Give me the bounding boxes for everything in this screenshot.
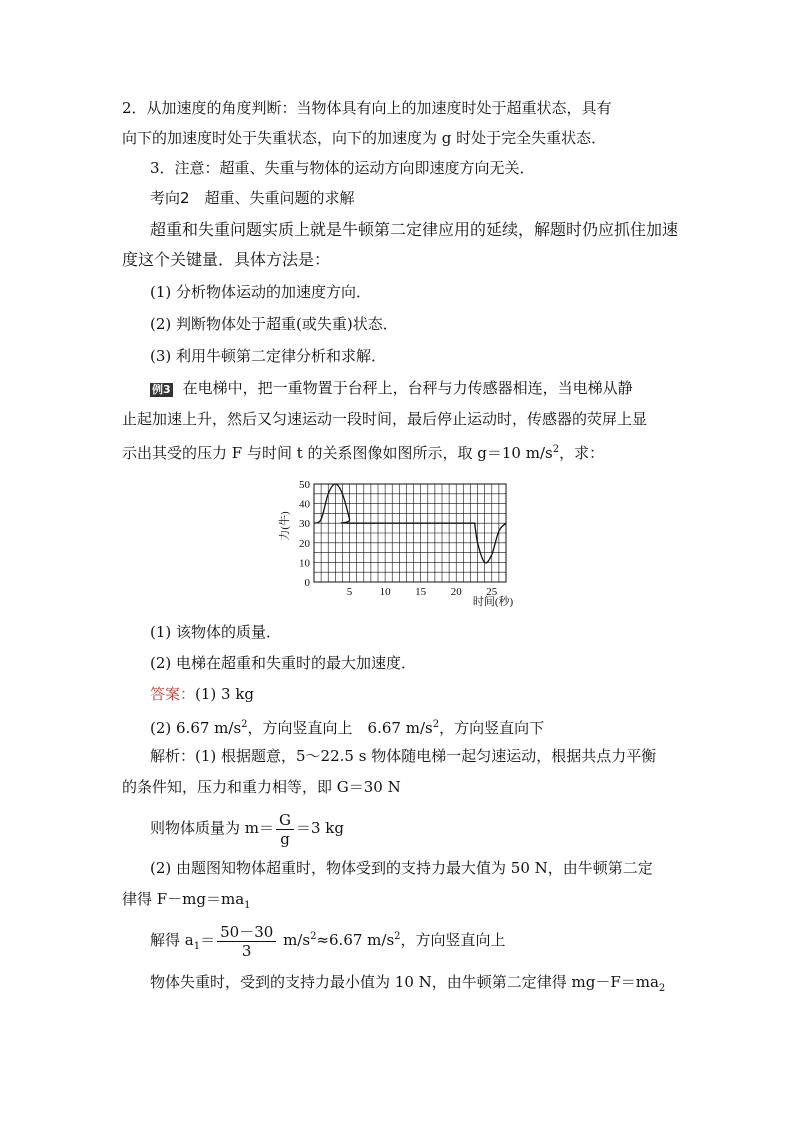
x-tick-label: 25: [486, 586, 498, 598]
fraction-g: [276, 811, 294, 848]
answer-line-1: [150, 684, 254, 704]
example-line-1: [150, 378, 633, 398]
answer-label: 答案：: [150, 685, 196, 703]
chart-grid: [314, 484, 506, 582]
solution-6c: ≈6.67 m/s: [316, 931, 395, 949]
x-tick-label: 15: [415, 586, 427, 598]
line-3: 3．注意：超重、失重与物体的运动方向即速度方向无关．: [150, 159, 535, 177]
solution-line-6: [150, 917, 506, 967]
equals: ＝: [200, 931, 216, 949]
force-time-chart: [278, 476, 518, 610]
x-tick-label: 10: [379, 586, 391, 598]
fraction-numerator: G: [276, 811, 294, 830]
x-tick-label: 20: [450, 586, 462, 598]
question-1: (1) 该物体的质量．: [150, 623, 282, 641]
solution-line-3: [150, 808, 344, 848]
x-axis-label: 时间(秒): [472, 596, 514, 608]
y-tick-label: 50: [299, 479, 310, 491]
example-text-3b: ，求：: [559, 444, 605, 462]
answer-1: (1) 3 kg: [195, 685, 255, 703]
y-axis-label: 力(牛): [279, 511, 291, 541]
sub-2: 2: [658, 983, 666, 994]
fraction-accel: [217, 923, 276, 960]
example-line-2: 止起加速上升，然后又匀速运动一段时间，最后停止运动时，传感器的荧屏上显: [122, 410, 648, 428]
solution-6d: ，方向竖直向上: [400, 931, 506, 949]
y-tick-label: 20: [299, 537, 310, 550]
solution-5a: 律得 F－mg＝ma: [122, 890, 245, 908]
sup-2: 2: [432, 719, 440, 730]
sup-2: 2: [241, 719, 248, 730]
question-2: (2) 电梯在超重和失重时的最大加速度．: [150, 654, 417, 672]
solution-3a: 则物体质量为 m＝: [150, 819, 274, 837]
y-tick-label: 40: [299, 498, 310, 511]
solution-3b: ＝3 kg: [295, 819, 344, 837]
sup-2: 2: [394, 931, 401, 942]
solution-6a: 解得 a: [150, 931, 194, 949]
solution-line-1: 解析：(1) 根据题意，5～22.5 s 物体随电梯一起匀速运动，根据共点力平衡: [150, 747, 657, 765]
solution-7a: 物体失重时，受到的支持力最小值为 10 N，由牛顿第二定律得 mg－F＝ma: [150, 973, 659, 991]
y-tick-label: 0: [304, 577, 310, 589]
sub-1: 1: [193, 941, 201, 952]
chart-ticks: [299, 479, 498, 598]
solution-line-2: 的条件知，压力和重力相等，即 G＝30 N: [122, 778, 401, 796]
example-line-3: [122, 440, 604, 463]
line-5: 超重和失重问题实质上就是牛顿第二定律应用的延续，解题时仍应抓住加速: [150, 220, 679, 239]
answer-line-2: [150, 715, 544, 738]
sup-2: 2: [310, 931, 317, 942]
x-tick-label: 5: [346, 586, 353, 598]
method-3: (3) 利用牛顿第二定律分析和求解．: [150, 347, 387, 365]
sup-2: 2: [552, 444, 560, 455]
example-text-3: 示出其受的压力 F 与时间 t 的关系图像如图所示，取 g＝10 m/s: [122, 444, 553, 462]
line-1: 2．从加速度的角度判断：当物体具有向上的加速度时处于超重状态，具有: [122, 99, 612, 117]
method-2: (2) 判断物体处于超重(或失重)状态．: [150, 315, 398, 333]
answer-2a: (2) 6.67 m/s: [150, 719, 242, 737]
answer-2b: ，方向竖直向上 6.67 m/s: [247, 719, 433, 737]
solution-6b: m/s: [283, 931, 311, 949]
line-6: 度这个关键量．具体方法是：: [122, 250, 331, 269]
section-heading: 考向2 超重、失重问题的求解: [150, 189, 355, 207]
method-1: (1) 分析物体运动的加速度方向．: [150, 283, 372, 301]
solution-line-4: (2) 由题图知物体超重时，物体受到的支持力最大值为 50 N，由牛顿第二定: [150, 859, 653, 877]
sub-1: 1: [244, 900, 251, 911]
fraction-denominator: 3: [241, 941, 252, 960]
fraction-numerator: 50－30: [217, 923, 276, 942]
example-badge: 例3: [152, 383, 171, 396]
y-tick-label: 30: [299, 518, 310, 531]
solution-line-7: [150, 972, 665, 999]
fraction-denominator: g: [280, 829, 290, 848]
y-tick-label: 10: [299, 557, 310, 570]
answer-2c: ，方向竖直向下: [439, 719, 545, 737]
example-text-1: 在电梯中，把一重物置于台秤上，台秤与力传感器相连，当电梯从静: [182, 379, 633, 397]
solution-line-5: [122, 889, 251, 916]
line-2: 向下的加速度时处于失重状态，向下的加速度为 g 时处于完全失重状态．: [122, 129, 607, 147]
